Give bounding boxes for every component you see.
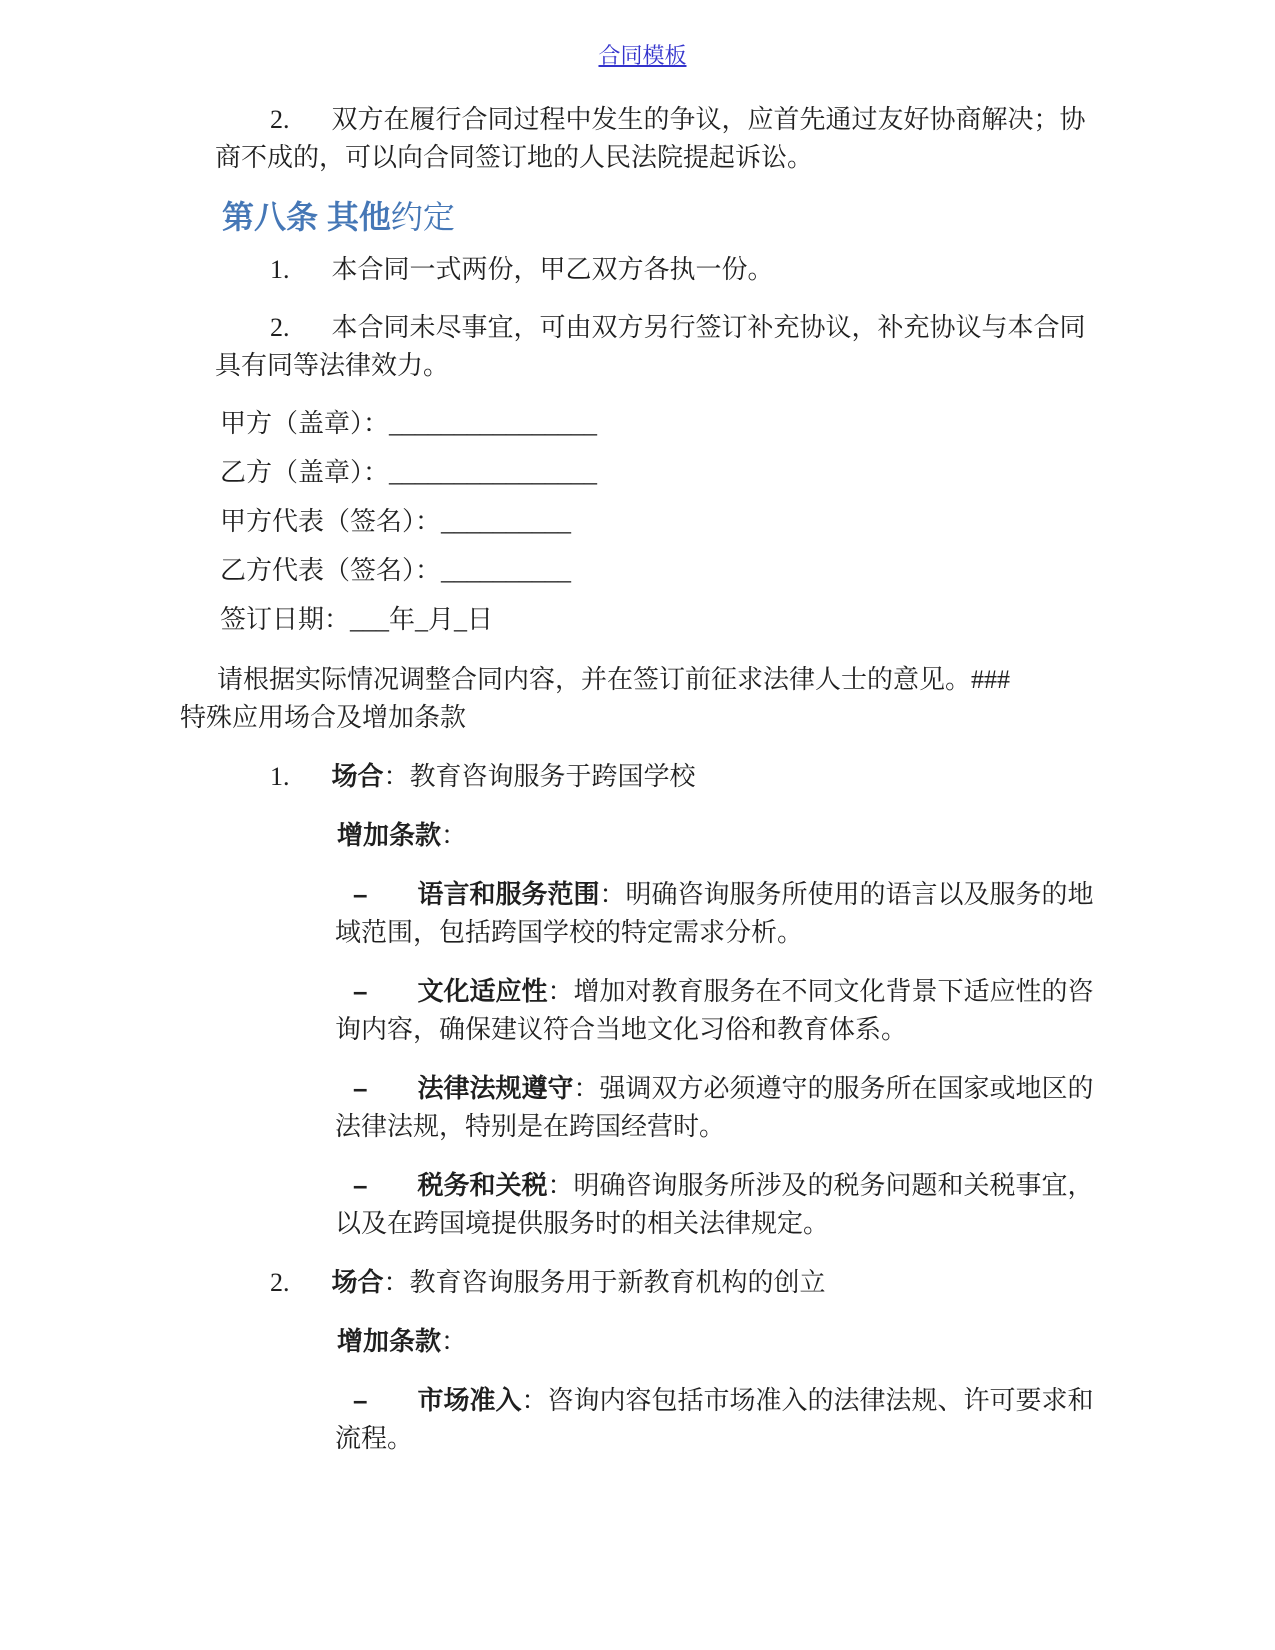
document-header: [180, 40, 1105, 71]
clause-text: ：明确咨询服务所使用的语言以及服务的地域范围，包括跨国学校的特定需求分析。: [335, 880, 1094, 947]
scenario-number: 2.: [270, 1268, 290, 1297]
clause-supplement: [180, 309, 1105, 385]
clause-cultural-adaptability: [180, 972, 1105, 1049]
clause-dispute: [180, 101, 1105, 177]
clause-term: 语言和服务范围: [417, 879, 600, 909]
clause-term: 税务和关税: [417, 1170, 548, 1200]
dash-bullet: –: [353, 976, 368, 1006]
dash-bullet: –: [353, 1385, 368, 1415]
clauses-label-colon: ：: [441, 1327, 468, 1356]
sig-party-b-rep: 乙方代表（签名）：__________: [220, 556, 572, 585]
note-line-2: 特殊应用场合及增加条款: [180, 703, 467, 732]
scenario-description: ：教育咨询服务于跨国学校: [383, 762, 696, 791]
clause-market-access: [180, 1381, 1105, 1458]
scenario-description: ：教育咨询服务用于新教育机构的创立: [383, 1268, 826, 1297]
clause-term: 法律法规遵守: [417, 1073, 574, 1103]
clause-number: 2.: [270, 105, 290, 134]
clause-text: ：咨询内容包括市场准入的法律法规、许可要求和流程。: [335, 1386, 1094, 1453]
clause-text: 本合同一式两份，甲乙双方各执一份。: [331, 255, 774, 284]
sig-party-a-seal: 甲方（盖章）：________________: [220, 409, 598, 438]
scenario-2-title: [180, 1263, 1105, 1302]
clause-text: 本合同未尽事宜，可由双方另行签订补充协议，补充协议与本合同具有同等法律效力。: [215, 313, 1086, 380]
dash-bullet: –: [353, 879, 368, 909]
clauses-label: 增加条款: [337, 1326, 442, 1356]
note-paragraph: [180, 661, 1105, 737]
scenario-1-title: [180, 757, 1105, 796]
clause-number: 2.: [270, 313, 290, 342]
section-heading-bold: 第八条 其他: [222, 199, 391, 235]
clause-text: 双方在履行合同过程中发生的争议，应首先通过友好协商解决；协商不成的，可以向合同签订地的人民法院提起诉讼。: [215, 105, 1086, 172]
template-link[interactable]: 合同模板: [598, 43, 687, 68]
scenario-label: 场合: [331, 1267, 384, 1297]
clause-text: ：强调双方必须遵守的服务所在国家或地区的法律法规，特别是在跨国经营时。: [335, 1074, 1094, 1141]
section-heading: [222, 197, 1105, 237]
clause-copies: [180, 251, 1105, 289]
clause-language-scope: [180, 875, 1105, 952]
scenario-2-clauses-label: [180, 1322, 1105, 1361]
note-line-1: 请根据实际情况调整合同内容，并在签订前征求法律人士的意见。###: [217, 665, 1011, 694]
sig-party-a-rep: 甲方代表（签名）：__________: [220, 507, 572, 536]
sig-date: 签订日期：___年_月_日: [220, 605, 494, 634]
scenario-1-clauses-label: [180, 816, 1105, 855]
clause-number: 1.: [270, 255, 290, 284]
dash-bullet: –: [353, 1170, 368, 1200]
clause-term: 文化适应性: [417, 976, 548, 1006]
scenario-number: 1.: [270, 762, 290, 791]
section-heading-regular: 约定: [390, 199, 455, 235]
dash-bullet: –: [353, 1073, 368, 1103]
clause-text: ：增加对教育服务在不同文化背景下适应性的咨询内容，确保建议符合当地文化习俗和教育体系。: [335, 977, 1094, 1044]
clause-term: 市场准入: [417, 1385, 522, 1415]
sig-party-b-seal: 乙方（盖章）：________________: [220, 458, 598, 487]
scenario-label: 场合: [331, 761, 384, 791]
clauses-label-colon: ：: [441, 821, 468, 850]
clause-tax-tariff: [180, 1166, 1105, 1243]
clause-legal-compliance: [180, 1069, 1105, 1146]
clause-text: ：明确咨询服务所涉及的税务问题和关税事宜，以及在跨国境提供服务时的相关法律规定。: [335, 1171, 1094, 1238]
clauses-label: 增加条款: [337, 820, 442, 850]
